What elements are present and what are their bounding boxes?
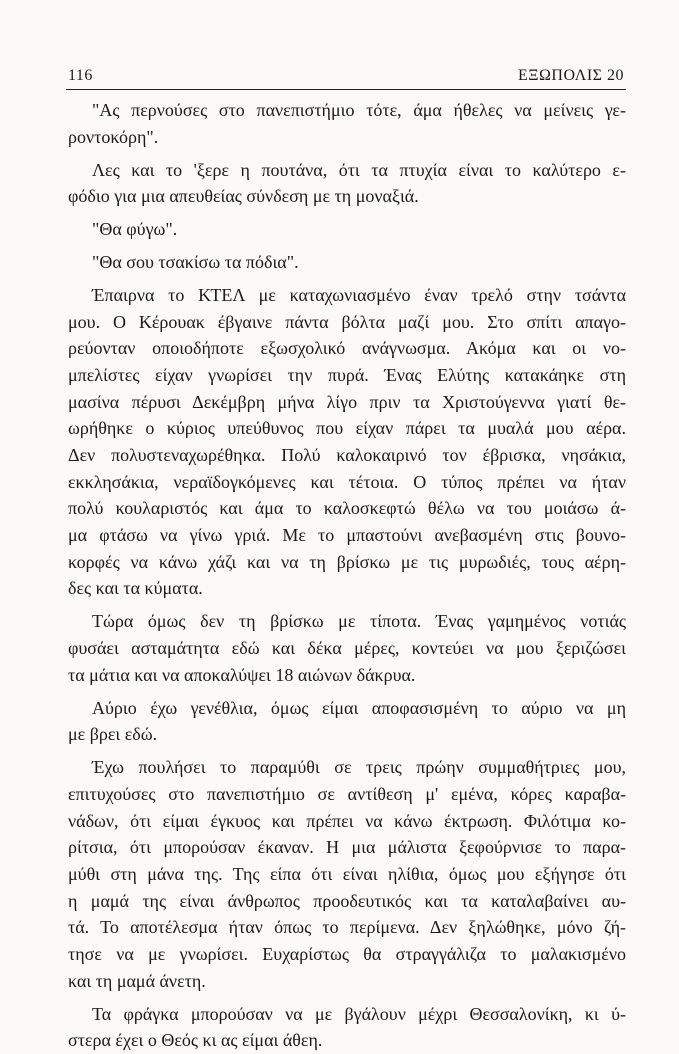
paragraph xyxy=(68,97,626,150)
paragraph xyxy=(68,249,626,276)
page-number: 116 xyxy=(68,67,93,84)
text-line: τησε να με γνωρίσει. Ευχαρίστως θα στραγγάλιζα το μαλακισμένο xyxy=(68,943,626,964)
paragraph xyxy=(68,1001,626,1054)
text-line: τα μάτια και να αποκαλύψει 18 αιώνων δάκρυα. xyxy=(68,664,416,685)
text-line: μα φτάσω να γίνω γριά. Με το μπαστούνι ανεβασμένη στις βουνο- xyxy=(68,525,626,546)
text-line: Δεν πολυστεναχωρέθηκα. Πολύ καλοκαιρινό τον έβρισκα, νησάκια, xyxy=(68,445,626,465)
text-line: και τη μαμά άνετη. xyxy=(68,970,206,991)
text-line: με βρει εδώ. xyxy=(68,724,158,745)
running-head: ΕΞΩΠΟΛΙΣ 20 xyxy=(517,67,624,84)
paragraph xyxy=(68,695,626,748)
text-line: στερα έχει ο Θεός κι ας είμαι άθεη. xyxy=(68,1030,323,1051)
text-line: Αύριο έχω γενέθλια, όμως είμαι αποφασισμένη το αύριο να μη xyxy=(92,697,626,718)
paragraph xyxy=(68,157,626,210)
text-line: η μαμά της είναι άνθρωπος προοδευτικός και τα καταλαβαίνει αυ- xyxy=(68,890,626,911)
text-line: επιτυχούσες στο πανεπιστήμιο σε αντίθεση μ' εμένα, κόρες καραβα- xyxy=(68,783,626,804)
text-line: Τώρα όμως δεν τη βρίσκω με τίποτα. Ένας γαμημένος νοτιάς xyxy=(92,611,626,632)
text-line: "Θα σου τσακίσω τα πόδια". xyxy=(92,252,299,272)
page-header xyxy=(68,65,624,87)
paragraph xyxy=(68,608,626,688)
text-line: Έπαιρνα το ΚΤΕΛ με καταχωνιασμένο έναν τρελό στην τσάντα xyxy=(92,284,626,305)
body-text xyxy=(68,97,626,1054)
text-line: ροντοκόρη". xyxy=(68,126,159,147)
text-line: μου. Ο Κέρουακ έβγαινε πάντα βόλτα μαζί μου. Στο σπίτι απαγο- xyxy=(68,311,626,332)
text-line: Λες και το 'ξερε η πουτάνα, ότι τα πτυχία είναι το καλύτερο ε- xyxy=(92,159,626,180)
text-line: φυσάει ασταμάτητα εδώ και δέκα μέρες, κοντεύει να μου ξεριζώσει xyxy=(68,638,626,658)
paragraph xyxy=(68,216,626,243)
text-line: "Ας περνούσες στο πανεπιστήμιο τότε, άμα ήθελες να μείνεις γε- xyxy=(92,100,626,120)
paragraph xyxy=(68,282,626,602)
text-line: Τα φράγκα μπορούσαν να με βγάλουν μέχρι Θεσσαλονίκη, κι ύ- xyxy=(92,1003,626,1024)
header-rule xyxy=(66,89,626,90)
text-line: πολύ κουλαριστός και άμα το καλοσκεφτώ θέλω να του μοιάσω ά- xyxy=(68,498,626,519)
text-line: εκκλησάκια, νεραϊδογκόμενες και τέτοια. Ο τύπος πρέπει να ήταν xyxy=(68,471,626,492)
text-line: ρεύονταν οποιοδήποτε εξωσχολικό ανάγνωσμα. Ακόμα και οι νο- xyxy=(68,338,626,359)
text-line: κορφές να κάνω χάζι και να τη βρίσκω με τις μυρωδιές, τους αέρη- xyxy=(68,551,626,572)
text-line: ρίτσια, ότι μπορούσαν έκαναν. Η μια μάλιστα ξεφούρνισε το παρα- xyxy=(68,837,626,858)
text-line: νάδων, ότι είμαι έγκυος και πρέπει να κάνω έκτρωση. Φιλότιμα κο- xyxy=(68,810,626,831)
text-line: "Θα φύγω". xyxy=(92,219,178,240)
text-line: φόδιο για μια απευθείας σύνδεση με τη μοναξιά. xyxy=(68,186,419,207)
text-line: μπελίστες είχαν γνωρίσει την πυρά. Ένας Ελύτης κατακάηκε στη xyxy=(68,364,626,385)
text-line: ωρήθηκε ο κύριος υπεύθυνος που είχαν πάρει τα μυαλά μου αέρα. xyxy=(68,418,626,439)
paragraph xyxy=(68,754,626,994)
text-line: δες και τα κύματα. xyxy=(68,578,203,599)
text-line: τά. Το αποτέλεσμα ήταν όπως το περίμενα. Δεν ξηλώθηκε, μόνο ζή- xyxy=(68,917,626,938)
text-line: Έχω πουλήσει το παραμύθι σε τρεις πρώην συμμαθήτριες μου, xyxy=(92,757,626,778)
text-line: μασίνα πέρυσι Δεκέμβρη μήνα λίγο πριν τα Χριστούγεννα γιατί θε- xyxy=(68,391,626,412)
text-line: μύθι στη μάνα της. Της είπα ότι είναι ηλίθια, όμως μου εξήγησε ότι xyxy=(68,863,626,884)
